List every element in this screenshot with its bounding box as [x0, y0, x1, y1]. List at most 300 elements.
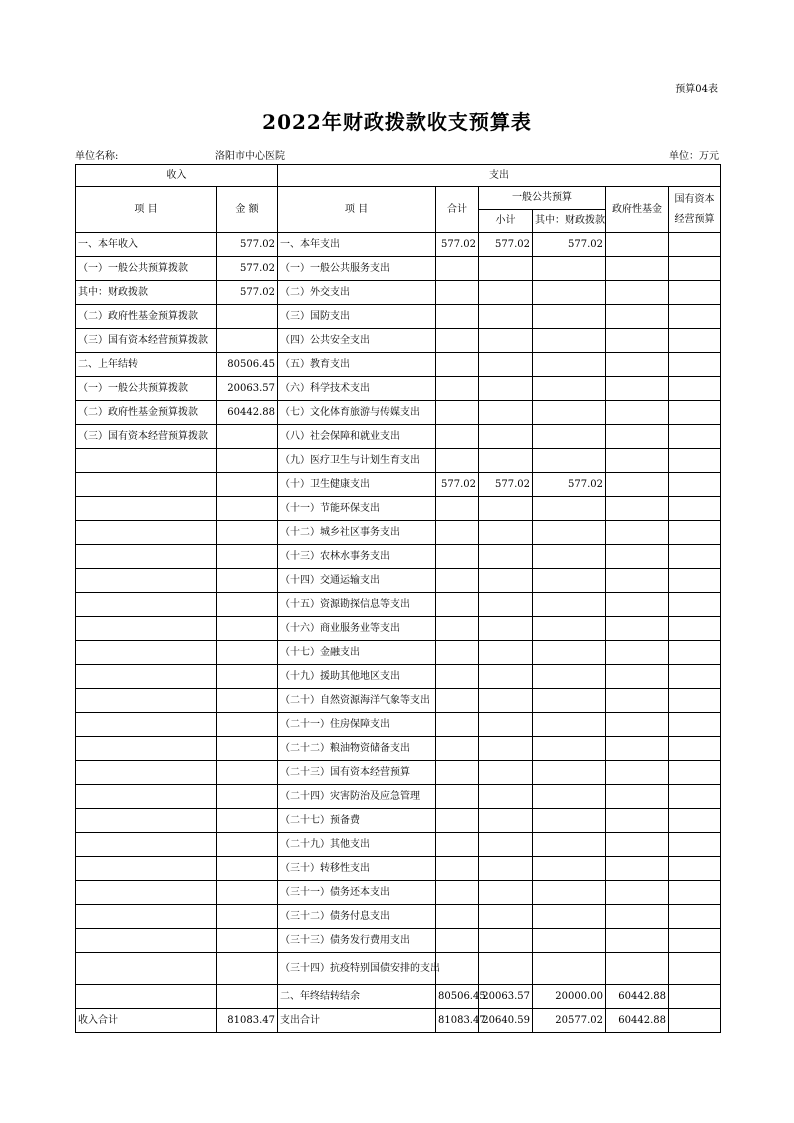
- income-item-cell: （三）国有资本经营预算拨款: [76, 329, 217, 353]
- state-capital-cell: [669, 641, 721, 665]
- income-item-cell: [76, 905, 217, 929]
- subtotal-cell: 577.02: [479, 473, 533, 497]
- expense-item-header: 项 目: [278, 187, 436, 233]
- state-capital-cell: [669, 449, 721, 473]
- income-amount-cell: [217, 929, 278, 953]
- state-capital-cell: [669, 329, 721, 353]
- table-row: [76, 281, 721, 305]
- state-capital-cell: [669, 737, 721, 761]
- income-amount-cell: [217, 857, 278, 881]
- table-row: [76, 353, 721, 377]
- subtotal-cell: [479, 689, 533, 713]
- gov-fund-cell: [606, 593, 669, 617]
- total-cell: [436, 761, 479, 785]
- fiscal-cell: [533, 809, 606, 833]
- subtotal-cell: [479, 329, 533, 353]
- total-cell: [436, 449, 479, 473]
- expense-item-cell: （二十四）灾害防治及应急管理: [278, 785, 436, 809]
- total-cell: [436, 713, 479, 737]
- income-amount-cell: 81083.47: [217, 1009, 278, 1033]
- fiscal-cell: [533, 785, 606, 809]
- total-cell: [436, 665, 479, 689]
- form-number: 预算04表: [675, 84, 718, 95]
- subtotal-cell: [479, 377, 533, 401]
- table-row: [76, 761, 721, 785]
- fiscal-cell: [533, 305, 606, 329]
- gov-fund-cell: [606, 665, 669, 689]
- income-item-cell: [76, 785, 217, 809]
- state-capital-cell: [669, 761, 721, 785]
- table-row: [76, 473, 721, 497]
- expense-item-cell: （十三）农林水事务支出: [278, 545, 436, 569]
- fiscal-cell: [533, 929, 606, 953]
- total-cell: [436, 425, 479, 449]
- fiscal-cell: [533, 737, 606, 761]
- expense-item-cell: （十九）援助其他地区支出: [278, 665, 436, 689]
- expense-item-cell: （十四）交通运输支出: [278, 569, 436, 593]
- total-cell: 577.02: [436, 233, 479, 257]
- gov-fund-cell: [606, 809, 669, 833]
- state-capital-cell: [669, 401, 721, 425]
- table-row: [76, 689, 721, 713]
- table-row: [76, 905, 721, 929]
- income-item-cell: [76, 737, 217, 761]
- income-amount-cell: [217, 545, 278, 569]
- fiscal-cell: [533, 521, 606, 545]
- subtotal-cell: [479, 929, 533, 953]
- subtotal-cell: 577.02: [479, 233, 533, 257]
- fiscal-cell: [533, 281, 606, 305]
- income-amount-cell: [217, 329, 278, 353]
- state-capital-cell: [669, 521, 721, 545]
- state-capital-cell: [669, 785, 721, 809]
- gov-fund-cell: [606, 257, 669, 281]
- total-cell: [436, 809, 479, 833]
- total-cell: 577.02: [436, 473, 479, 497]
- subtotal-cell: [479, 401, 533, 425]
- income-amount-cell: [217, 665, 278, 689]
- income-item-cell: [76, 833, 217, 857]
- total-cell: [436, 545, 479, 569]
- state-capital-cell: [669, 857, 721, 881]
- income-item-cell: [76, 665, 217, 689]
- fiscal-cell: [533, 713, 606, 737]
- income-item-cell: [76, 985, 217, 1009]
- gov-fund-cell: [606, 473, 669, 497]
- income-item-cell: [76, 761, 217, 785]
- fiscal-cell: [533, 329, 606, 353]
- income-header: 收入: [76, 165, 278, 187]
- page-title: 2022年财政拨款收支预算表: [262, 110, 532, 134]
- subtotal-cell: [479, 521, 533, 545]
- total-cell: [436, 737, 479, 761]
- table-row: [76, 545, 721, 569]
- fiscal-cell: [533, 641, 606, 665]
- fiscal-cell: [533, 257, 606, 281]
- income-amount-cell: [217, 881, 278, 905]
- total-cell: [436, 641, 479, 665]
- income-item-cell: 其中：财政拨款: [76, 281, 217, 305]
- state-capital-cell: [669, 833, 721, 857]
- expense-item-cell: （三十三）债务发行费用支出: [278, 929, 436, 953]
- subtotal-cell: [479, 305, 533, 329]
- subtotal-cell: [479, 449, 533, 473]
- state-capital-cell: [669, 881, 721, 905]
- gov-fund-cell: [606, 617, 669, 641]
- subtotal-cell: [479, 497, 533, 521]
- table-row: [76, 593, 721, 617]
- income-amount-cell: [217, 569, 278, 593]
- table-row: [76, 425, 721, 449]
- expense-item-cell: （十）卫生健康支出: [278, 473, 436, 497]
- table-row: [76, 521, 721, 545]
- expense-item-cell: （一）一般公共服务支出: [278, 257, 436, 281]
- table-row: [76, 233, 721, 257]
- state-capital-header: 国有资本经营预算: [669, 187, 721, 233]
- unit-name-value: 洛阳市中心医院: [215, 151, 285, 162]
- total-cell: [436, 617, 479, 641]
- expense-item-cell: （十六）商业服务业等支出: [278, 617, 436, 641]
- table-row: [76, 809, 721, 833]
- income-amount-cell: 577.02: [217, 233, 278, 257]
- total-cell: [436, 377, 479, 401]
- state-capital-cell: [669, 473, 721, 497]
- fiscal-cell: [533, 833, 606, 857]
- gov-fund-cell: [606, 377, 669, 401]
- budget-table: [75, 164, 721, 1033]
- income-amount-cell: [217, 785, 278, 809]
- income-amount-cell: 20063.57: [217, 377, 278, 401]
- income-amount-cell: [217, 905, 278, 929]
- subtotal-cell: [479, 857, 533, 881]
- gov-fund-cell: [606, 857, 669, 881]
- income-amount-cell: [217, 737, 278, 761]
- income-item-cell: [76, 689, 217, 713]
- gov-fund-cell: [606, 305, 669, 329]
- income-amount-cell: [217, 425, 278, 449]
- income-item-cell: [76, 881, 217, 905]
- total-cell: [436, 857, 479, 881]
- income-amount-cell: 60442.88: [217, 401, 278, 425]
- state-capital-cell: [669, 425, 721, 449]
- gov-fund-cell: [606, 689, 669, 713]
- income-amount-cell: [217, 833, 278, 857]
- gov-fund-cell: [606, 737, 669, 761]
- state-capital-cell: [669, 497, 721, 521]
- table-row: [76, 881, 721, 905]
- total-cell: [436, 569, 479, 593]
- expense-item-cell: （二十九）其他支出: [278, 833, 436, 857]
- income-item-cell: [76, 497, 217, 521]
- expense-item-cell: （二十一）住房保障支出: [278, 713, 436, 737]
- total-header: 合计: [436, 187, 479, 233]
- state-capital-cell: [669, 257, 721, 281]
- total-cell: [436, 521, 479, 545]
- table-row: [76, 641, 721, 665]
- fiscal-cell: [533, 761, 606, 785]
- income-item-cell: 一、本年收入: [76, 233, 217, 257]
- total-cell: [436, 497, 479, 521]
- total-cell: [436, 329, 479, 353]
- gov-fund-cell: [606, 569, 669, 593]
- gov-fund-cell: [606, 881, 669, 905]
- subtotal-cell: 20063.57: [479, 985, 533, 1009]
- state-capital-cell: [669, 617, 721, 641]
- total-cell: [436, 785, 479, 809]
- state-capital-cell: [669, 233, 721, 257]
- income-item-cell: [76, 545, 217, 569]
- income-amount-cell: [217, 761, 278, 785]
- income-item-cell: [76, 473, 217, 497]
- subtotal-cell: 20640.59: [479, 1009, 533, 1033]
- expense-item-cell: 二、年终结转结余: [278, 985, 436, 1009]
- gov-fund-cell: [606, 929, 669, 953]
- income-amount-cell: [217, 689, 278, 713]
- gov-fund-cell: [606, 785, 669, 809]
- expense-item-cell: （二）外交支出: [278, 281, 436, 305]
- table-row: [76, 449, 721, 473]
- gov-fund-cell: [606, 833, 669, 857]
- expense-item-cell: （十七）金融支出: [278, 641, 436, 665]
- income-item-cell: [76, 809, 217, 833]
- state-capital-cell: [669, 905, 721, 929]
- total-cell: [436, 953, 479, 985]
- subtotal-cell: [479, 593, 533, 617]
- gov-fund-cell: [606, 905, 669, 929]
- unit-name-label: 单位名称:: [75, 151, 119, 162]
- subtotal-cell: [479, 545, 533, 569]
- fiscal-cell: 20000.00: [533, 985, 606, 1009]
- expense-item-cell: （七）文化体育旅游与传媒支出: [278, 401, 436, 425]
- income-item-cell: [76, 521, 217, 545]
- gov-fund-cell: 60442.88: [606, 985, 669, 1009]
- income-amount-cell: [217, 449, 278, 473]
- subtotal-cell: [479, 257, 533, 281]
- total-cell: [436, 305, 479, 329]
- state-capital-cell: [669, 689, 721, 713]
- expense-header: 支出: [278, 165, 721, 187]
- gov-fund-cell: [606, 953, 669, 985]
- table-row: [76, 329, 721, 353]
- state-capital-cell: [669, 377, 721, 401]
- table-row: [76, 953, 721, 985]
- fiscal-cell: [533, 569, 606, 593]
- gov-fund-cell: [606, 401, 669, 425]
- subtotal-header: 小计: [479, 210, 533, 233]
- expense-item-cell: （十五）资源勘探信息等支出: [278, 593, 436, 617]
- table-row: [76, 713, 721, 737]
- expense-item-cell: （三十）转移性支出: [278, 857, 436, 881]
- income-amount-cell: [217, 809, 278, 833]
- expense-item-cell: （二十三）国有资本经营预算: [278, 761, 436, 785]
- income-amount-cell: [217, 497, 278, 521]
- subtotal-cell: [479, 881, 533, 905]
- subtotal-cell: [479, 713, 533, 737]
- total-cell: [436, 833, 479, 857]
- income-item-cell: （二）政府性基金预算拨款: [76, 305, 217, 329]
- income-item-cell: （三）国有资本经营预算拨款: [76, 425, 217, 449]
- state-capital-cell: [669, 281, 721, 305]
- table-row: [76, 833, 721, 857]
- income-item-cell: [76, 713, 217, 737]
- state-capital-cell: [669, 593, 721, 617]
- table-row: [76, 569, 721, 593]
- fiscal-cell: 577.02: [533, 233, 606, 257]
- income-amount-cell: [217, 985, 278, 1009]
- total-cell: [436, 353, 479, 377]
- income-amount-header: 金 额: [217, 187, 278, 233]
- state-capital-cell: [669, 953, 721, 985]
- income-amount-cell: [217, 305, 278, 329]
- gov-fund-cell: [606, 713, 669, 737]
- income-item-cell: [76, 617, 217, 641]
- expense-item-cell: （三）国防支出: [278, 305, 436, 329]
- gov-fund-cell: [606, 521, 669, 545]
- fiscal-cell: 20577.02: [533, 1009, 606, 1033]
- total-cell: [436, 401, 479, 425]
- income-amount-cell: 577.02: [217, 281, 278, 305]
- income-item-cell: [76, 569, 217, 593]
- income-amount-cell: 577.02: [217, 257, 278, 281]
- fiscal-cell: [533, 401, 606, 425]
- fiscal-cell: [533, 857, 606, 881]
- expense-item-cell: 支出合计: [278, 1009, 436, 1033]
- subtotal-cell: [479, 761, 533, 785]
- fiscal-cell: [533, 353, 606, 377]
- table-row: [76, 1009, 721, 1033]
- income-item-cell: [76, 857, 217, 881]
- total-cell: [436, 689, 479, 713]
- total-cell: [436, 905, 479, 929]
- subtotal-cell: [479, 905, 533, 929]
- table-row: [76, 497, 721, 521]
- table-row: [76, 305, 721, 329]
- total-cell: [436, 593, 479, 617]
- fiscal-cell: [533, 425, 606, 449]
- gov-fund-cell: [606, 497, 669, 521]
- income-item-cell: （一）一般公共预算拨款: [76, 377, 217, 401]
- fiscal-cell: [533, 449, 606, 473]
- state-capital-cell: [669, 809, 721, 833]
- state-capital-cell: [669, 929, 721, 953]
- subtotal-cell: [479, 353, 533, 377]
- gov-fund-cell: [606, 449, 669, 473]
- total-cell: [436, 881, 479, 905]
- gov-fund-cell: [606, 353, 669, 377]
- expense-item-cell: （三十二）债务付息支出: [278, 905, 436, 929]
- table-row: [76, 617, 721, 641]
- fiscal-cell: [533, 953, 606, 985]
- fiscal-cell: [533, 377, 606, 401]
- expense-item-cell: （二十二）粮油物资储备支出: [278, 737, 436, 761]
- unit-info-row: [75, 147, 719, 161]
- income-item-header: 项 目: [76, 187, 217, 233]
- income-item-cell: [76, 641, 217, 665]
- gov-fund-cell: [606, 641, 669, 665]
- table-row: [76, 985, 721, 1009]
- subtotal-cell: [479, 833, 533, 857]
- state-capital-cell: [669, 713, 721, 737]
- gov-fund-cell: [606, 233, 669, 257]
- income-amount-cell: [217, 617, 278, 641]
- income-item-cell: [76, 449, 217, 473]
- total-cell: [436, 929, 479, 953]
- fiscal-header: 其中：财政拨款: [533, 210, 606, 233]
- expense-item-cell: （二十）自然资源海洋气象等支出: [278, 689, 436, 713]
- income-amount-cell: [217, 953, 278, 985]
- subtotal-cell: [479, 737, 533, 761]
- income-item-cell: （一）一般公共预算拨款: [76, 257, 217, 281]
- expense-item-cell: 一、本年支出: [278, 233, 436, 257]
- fiscal-cell: 577.02: [533, 473, 606, 497]
- total-cell: [436, 257, 479, 281]
- state-capital-cell: [669, 985, 721, 1009]
- table-row: [76, 401, 721, 425]
- subtotal-cell: [479, 665, 533, 689]
- income-item-cell: [76, 953, 217, 985]
- total-cell: 80506.45: [436, 985, 479, 1009]
- gov-fund-cell: [606, 545, 669, 569]
- total-cell: 81083.47: [436, 1009, 479, 1033]
- table-row: [76, 377, 721, 401]
- expense-item-cell: （三十四）抗疫特别国债安排的支出: [278, 953, 436, 985]
- income-item-cell: [76, 593, 217, 617]
- table-row: [76, 785, 721, 809]
- subtotal-cell: [479, 569, 533, 593]
- subtotal-cell: [479, 809, 533, 833]
- income-amount-cell: [217, 593, 278, 617]
- state-capital-cell: [669, 665, 721, 689]
- total-cell: [436, 281, 479, 305]
- expense-item-cell: （三十一）债务还本支出: [278, 881, 436, 905]
- income-amount-cell: [217, 473, 278, 497]
- gov-fund-cell: [606, 761, 669, 785]
- income-item-cell: [76, 929, 217, 953]
- income-amount-cell: [217, 521, 278, 545]
- state-capital-cell: [669, 305, 721, 329]
- expense-item-cell: （五）教育支出: [278, 353, 436, 377]
- subtotal-cell: [479, 785, 533, 809]
- income-item-cell: 二、上年结转: [76, 353, 217, 377]
- table-row: [76, 737, 721, 761]
- income-amount-cell: [217, 713, 278, 737]
- expense-item-cell: （十二）城乡社区事务支出: [278, 521, 436, 545]
- table-row: [76, 665, 721, 689]
- state-capital-cell: [669, 569, 721, 593]
- subtotal-cell: [479, 953, 533, 985]
- fiscal-cell: [533, 593, 606, 617]
- fiscal-cell: [533, 881, 606, 905]
- income-item-cell: 收入合计: [76, 1009, 217, 1033]
- fiscal-cell: [533, 617, 606, 641]
- income-amount-cell: [217, 641, 278, 665]
- income-item-cell: （二）政府性基金预算拨款: [76, 401, 217, 425]
- income-amount-cell: 80506.45: [217, 353, 278, 377]
- currency-unit: 单位：万元: [669, 151, 719, 162]
- expense-item-cell: （八）社会保障和就业支出: [278, 425, 436, 449]
- expense-item-cell: （四）公共安全支出: [278, 329, 436, 353]
- subtotal-cell: [479, 617, 533, 641]
- gov-fund-cell: 60442.88: [606, 1009, 669, 1033]
- fiscal-cell: [533, 905, 606, 929]
- subtotal-cell: [479, 425, 533, 449]
- gov-fund-cell: [606, 329, 669, 353]
- expense-item-cell: （九）医疗卫生与计划生育支出: [278, 449, 436, 473]
- gov-fund-cell: [606, 425, 669, 449]
- subtotal-cell: [479, 281, 533, 305]
- expense-item-cell: （十一）节能环保支出: [278, 497, 436, 521]
- fiscal-cell: [533, 497, 606, 521]
